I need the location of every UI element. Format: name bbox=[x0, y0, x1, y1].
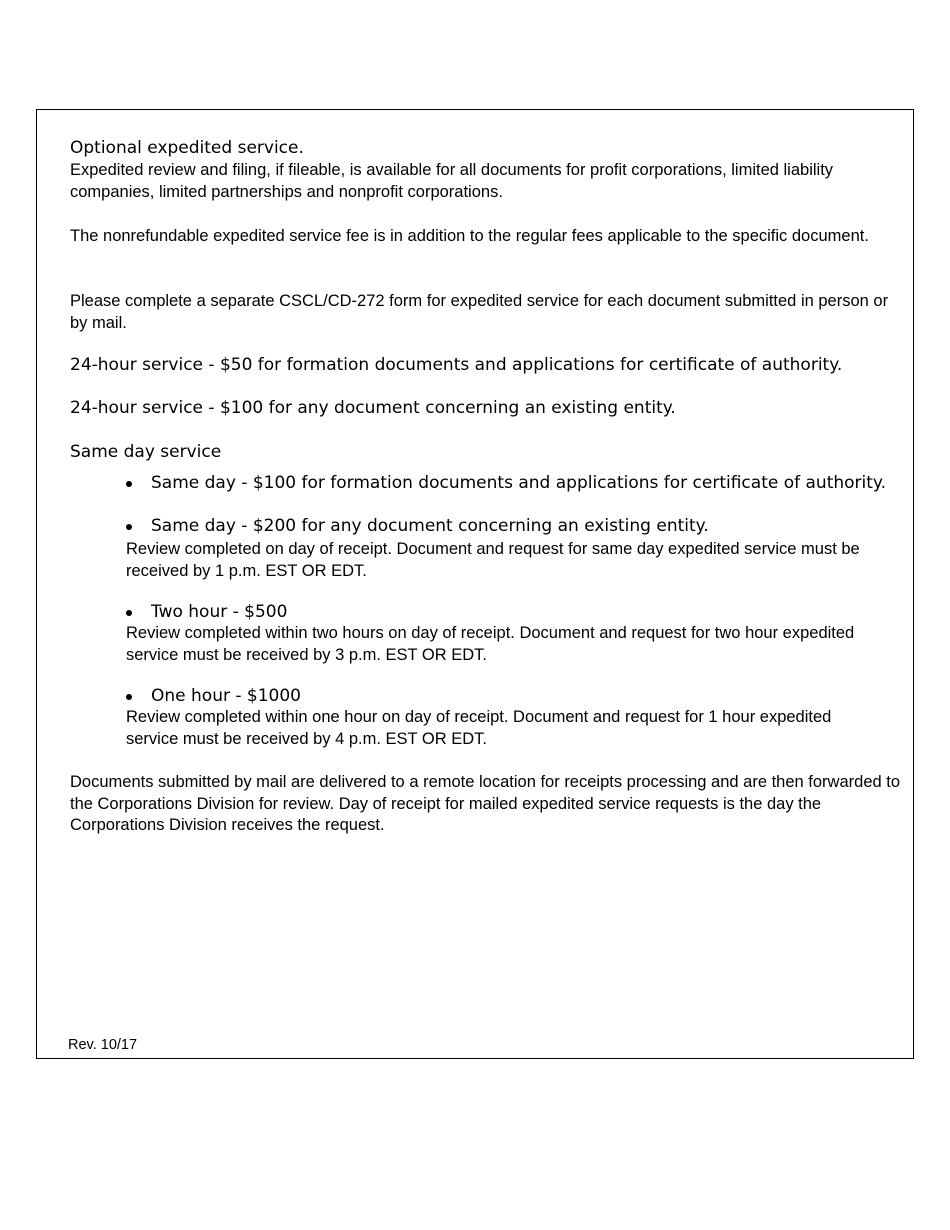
bullet-text: Same day - $100 for formation documents and applications for certificate of authority. bbox=[151, 473, 886, 493]
two-hour-note: Review completed within two hours on day of receipt. Document and request for two hour expedited service must be received by 3 p.m. EST OR EDT. bbox=[126, 624, 855, 664]
same-day-bullet-formation bbox=[126, 473, 886, 495]
same-day-note: Review completed on day of receipt. Document and request for same day expedited service must be received by 1 p.m. EST OR EDT. bbox=[126, 540, 860, 580]
bullet-icon bbox=[126, 610, 132, 616]
service-24h-formation: 24-hour service - $50 for formation documents and applications for certificate of authority. bbox=[70, 355, 843, 375]
same-day-bullet-existing bbox=[126, 516, 886, 538]
bullet-icon bbox=[126, 694, 132, 700]
one-hour-note: Review completed within one hour on day of receipt. Document and request for 1 hour expedited service must be received by 4 p.m. EST OR EDT. bbox=[126, 708, 832, 748]
bullet-text: One hour - $1000 bbox=[151, 686, 301, 706]
bullet-icon bbox=[126, 481, 132, 487]
form-note-paragraph: Please complete a separate CSCL/CD-272 form for expedited service for each document submitted in person or by mail. bbox=[70, 292, 889, 332]
service-24h-existing: 24-hour service - $100 for any document concerning an existing entity. bbox=[70, 398, 676, 418]
same-day-heading: Same day service bbox=[70, 442, 222, 462]
one-hour-bullet bbox=[126, 686, 886, 708]
intro-paragraph: Expedited review and filing, if fileable, is available for all documents for profit corporations, limited liability companies, limited partnerships and nonprofit corporations. bbox=[70, 161, 834, 201]
bullet-text: Same day - $200 for any document concerning an existing entity. bbox=[151, 516, 709, 536]
revision-label: Rev. 10/17 bbox=[68, 1037, 138, 1053]
bullet-icon bbox=[126, 524, 132, 530]
fee-note-paragraph: The nonrefundable expedited service fee is in addition to the regular fees applicable to the specific document. bbox=[70, 227, 869, 245]
section-title: Optional expedited service. bbox=[70, 138, 304, 158]
page-border bbox=[36, 109, 914, 1059]
mail-note-paragraph: Documents submitted by mail are delivered to a remote location for receipts processing and are then forwarded to the Corporations Division for review. Day of receipt for mailed expedited service requests is the day the Corporations Division receives the request. bbox=[70, 773, 901, 834]
two-hour-bullet bbox=[126, 602, 886, 624]
bullet-text: Two hour - $500 bbox=[151, 602, 288, 622]
